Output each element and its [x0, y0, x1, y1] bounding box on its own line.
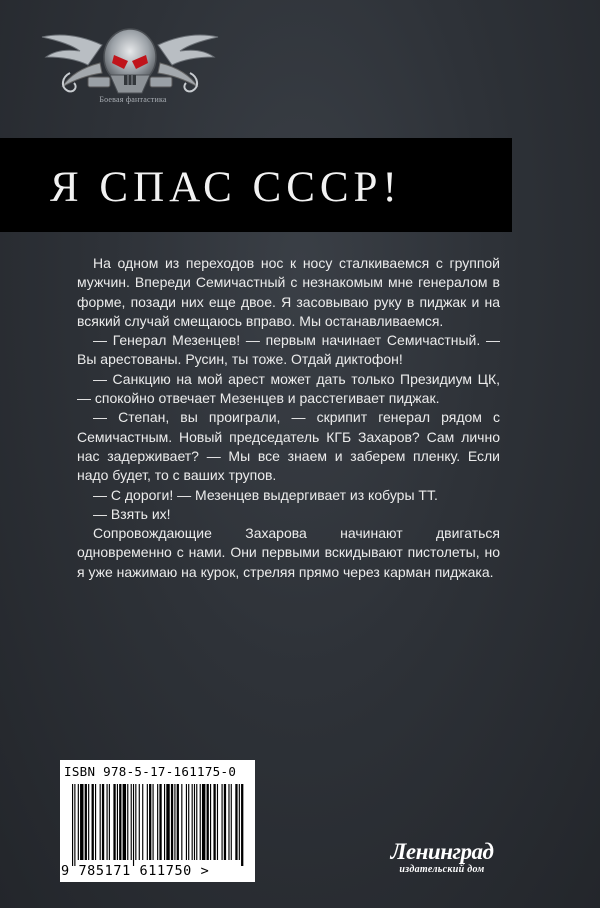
blurb-paragraph: — Степан, вы проиграли, — скрипит генерал рядом с Семичастным. Новый председатель КГБ Захаров? Сам лично нас задерживает? — Мы все знаем и заберем пленку. Если надо будет, то с ваших трупов.: [77, 409, 500, 484]
blurb-paragraph: — Взять их!: [93, 505, 171, 522]
publisher-subtitle: издательский дом: [399, 864, 485, 875]
blurb-paragraph: — Генерал Мезенцев! — первым начинает Семичастный. — Вы арестованы. Русин, ты тоже. Отдай диктофон!: [77, 332, 500, 368]
back-cover-blurb: [77, 254, 500, 582]
publisher-name: Ленинград: [390, 839, 494, 864]
blurb-paragraph: Сопровождающие Захарова начинают двигаться одновременно с нами. Они первыми вскидывают пистолеты, но я уже нажимаю на курок, стреляя прямо через карман пиджака.: [77, 525, 500, 580]
blurb-paragraph: — С дороги! — Мезенцев выдергивает из кобуры ТТ.: [93, 486, 438, 503]
blurb-paragraph: — Санкцию на мой арест может дать только Президиум ЦК, — спокойно отвечает Мезенцев и расстегивает пиджак.: [77, 370, 500, 407]
book-title: Я СПАС СССР!: [50, 164, 402, 211]
barcode-bars: [72, 784, 244, 866]
barcode-digits: 9 785171 611750 >: [61, 863, 210, 879]
series-logo-caption: Боевая фантастика: [99, 95, 167, 104]
isbn-label: ISBN 978-5-17-161175-0: [64, 764, 237, 779]
blurb-paragraph: На одном из переходов нос к носу сталкиваемся с группой мужчин. Впереди Семичастный с незнакомым мне генералом в форме, позади них еще двое. Я засовываю руку в пиджак и на всякий случай смещаюсь вправо. Мы останавливаемся.: [77, 255, 500, 329]
publisher-logo: [372, 840, 512, 876]
isbn-barcode: [60, 760, 255, 882]
